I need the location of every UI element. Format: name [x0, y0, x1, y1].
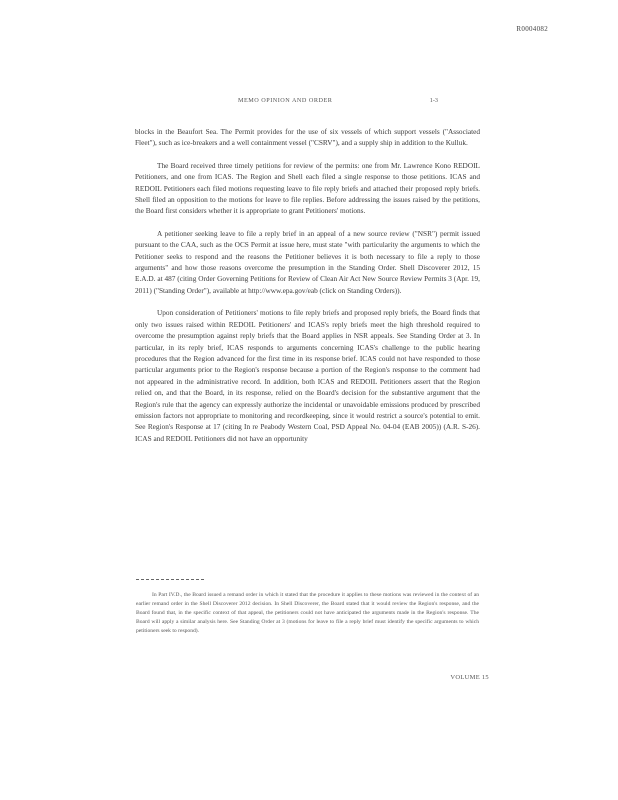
paragraph: blocks in the Beaufort Sea. The Permit provides for the use of six vessels of which support vessels ("Associated Fleet"), such as ice-breakers and a well containment vessel ("CSRV"), and a supply ship in addition to the Kulluk.	[135, 127, 480, 148]
paragraph: Upon consideration of Petitioners' motions to file reply briefs and proposed reply briefs, the Board finds that only two issues raised within REDOIL Petitioners' and ICAS's reply briefs meet the high threshold required to overcome the presumption against reply briefs that the Board applies in NSR appeals. See Standing Order at 3. In particular, in its reply brief, ICAS responds to arguments concerning ICAS's challenge to the public hearing procedures that the Region advanced for the first time in its response brief. ICAS could not have responded to those particular arguments prior to the Region's response because a portion of the Region's response to the comment had not appeared in the administrative record. In addition, both ICAS and REDOIL Petitioners assert that the Region relied on, and that the Board, in its response, relied on the Board's decision for the substantive argument that the Region's rule that the agency can expressly authorize the incidental or unavoidable emissions produced by prescribed emission factors not appropriate to monitoring and recordkeeping, since it would restrict a source's potential to emit. See Region's Response at 17 (citing In re Peabody Western Coal, PSD Appeal No. 04-04 (EAB 2005)) (A.R. S-26). ICAS and REDOIL Petitioners did not have an opportunity	[135, 308, 480, 443]
paragraph: The Board received three timely petitions for review of the permits: one from Mr. Lawrence Kono REDOIL Petitioners, and one from ICAS. The Region and Shell each filed a single response to those petitions. ICAS and REDOIL Petitioners each filed motions requesting leave to file reply briefs and attached their proposed reply briefs. Shell filed an opposition to the motions for leave to file replies. Before addressing the issues raised by the petitions, the Board first considers whether it is appropriate to grant Petitioners' motions.	[135, 160, 480, 216]
footnote: In Part IV.D., the Board issued a remand order in which it stated that the procedure it applies to these motions was reviewed in the context of an earlier remand order in the Shell Discoverer 2012 decision. In Shell Discoverer, the Board stated that it would review the Region's response, and the Board found that, in the specific context of that appeal, the petitioners could not have anticipated the arguments made in the Region's response. The Board will apply a similar analysis here. See Standing Order at 3 (motions for leave to file a reply brief must identify the specific arguments to which petitioners seek to respond).	[136, 592, 479, 634]
document-id: R0004082	[516, 25, 548, 33]
paragraph: A petitioner seeking leave to file a reply brief in an appeal of a new source review ("NSR") permit issued pursuant to the CAA, such as the OCS Permit at issue here, must state "with particularity the arguments to which the Petitioner seeks to respond and the reasons the Petitioner believes it is both necessary to file a reply to those arguments" and how those reasons overcome the presumption in the Standing Order. Shell Discoverer 2012, 15 E.A.D. at 487 (citing Order Governing Petitions for Review of Clean Air Act New Source Review Permits 3 (Apr. 19, 2011) ("Standing Order"), available at http://www.epa.gov/eab (click on Standing Orders)).	[135, 228, 480, 295]
running-head: MEMO OPINION AND ORDER	[238, 97, 333, 104]
body-text	[135, 126, 480, 455]
page-number: 1-3	[429, 97, 438, 104]
footnote-divider	[136, 579, 204, 580]
footer-id: VOLUME 15	[450, 674, 489, 681]
